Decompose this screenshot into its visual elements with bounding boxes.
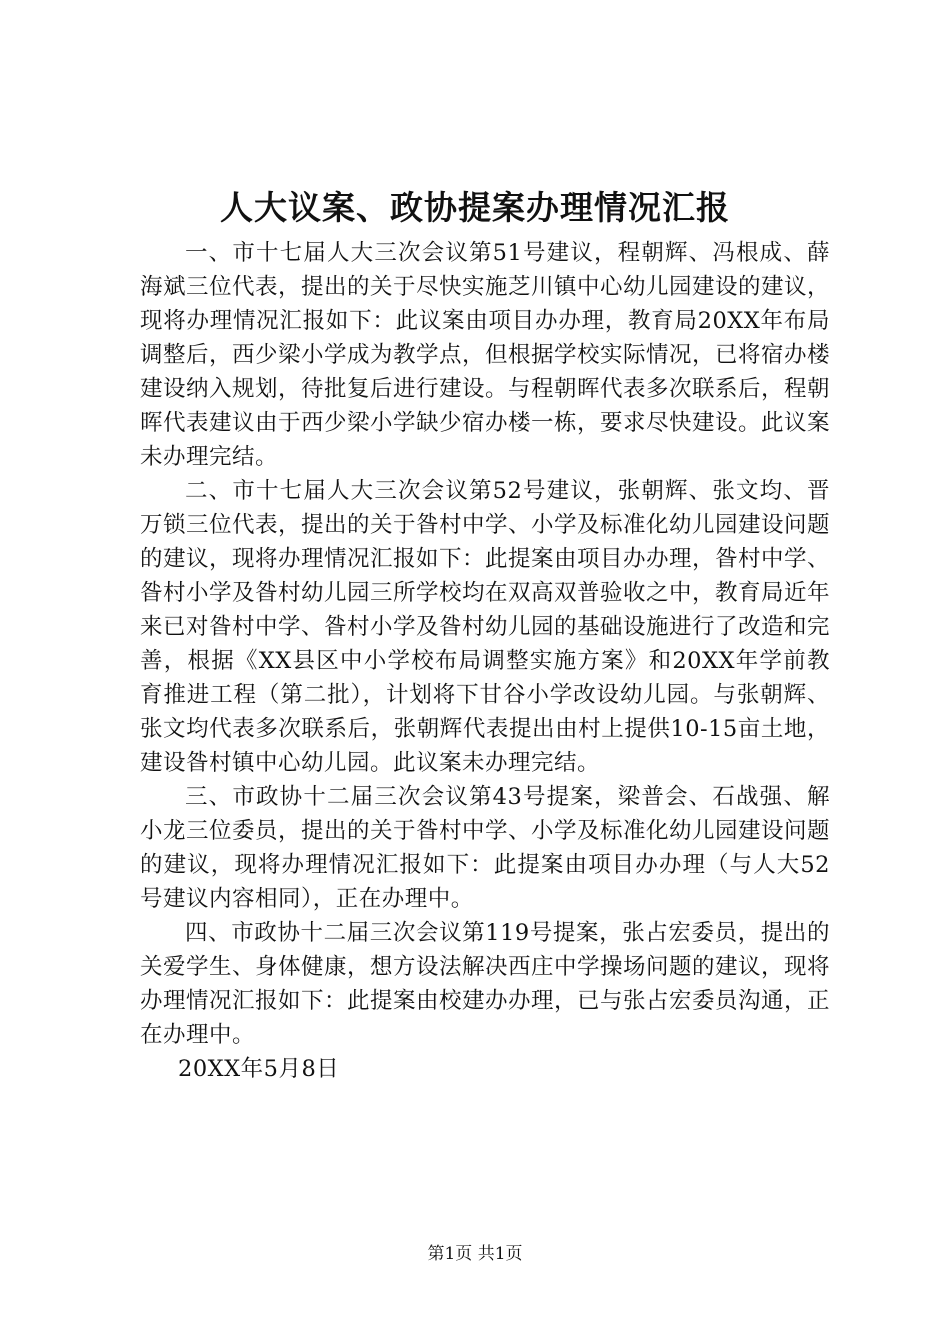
- document-body: [140, 236, 830, 1086]
- paragraph-4: 四、市政协十二届三次会议第119号提案，张占宏委员，提出的关爱学生、身体健康，想方设法解决西庄中学操场问题的建议，现将办理情况汇报如下：此提案由校建办办理，已与张占宏委员沟通，正在办理中。: [140, 920, 831, 1048]
- document-title: 人大议案、政协提案办理情况汇报: [220, 188, 730, 227]
- paragraph-1: 一、市十七届人大三次会议第51号建议，程朝辉、冯根成、薛海斌三位代表，提出的关于尽快实施芝川镇中心幼儿园建设的建议，现将办理情况汇报如下：此议案由项目办办理，教育局20XX年布局调整后，西少梁小学成为教学点，但根据学校实际情况，已将宿办楼建设纳入规划，待批复后进行建设。与程朝晖代表多次联系后，程朝晖代表建议由于西少梁小学缺少宿办楼一栋，要求尽快建设。此议案未办理完结。: [140, 240, 831, 470]
- paragraph-2: 二、市十七届人大三次会议第52号建议，张朝辉、张文均、晋万锁三位代表，提出的关于昝村中学、小学及标准化幼儿园建设问题的建议，现将办理情况汇报如下：此提案由项目办办理，昝村中学、昝村小学及昝村幼儿园三所学校均在双高双普验收之中，教育局近年来已对昝村中学、昝村小学及昝村幼儿园的基础设施进行了改造和完善，根据《XX县区中小学校布局调整实施方案》和20XX年学前教育推进工程（第二批），计划将下甘谷小学改设幼儿园。与张朝辉、张文均代表多次联系后，张朝辉代表提出由村上提供10-15亩土地，建设昝村镇中心幼儿园。此议案未办理完结。: [140, 478, 831, 776]
- page-footer: 第1页 共1页: [427, 1244, 523, 1264]
- document-date: 20XX年5月8日: [178, 1056, 340, 1082]
- paragraph-3: 三、市政协十二届三次会议第43号提案，梁普会、石战强、解小龙三位委员，提出的关于昝村中学、小学及标准化幼儿园建设问题的建议，现将办理情况汇报如下：此提案由项目办办理（与人大52号建议内容相同），正在办理中。: [140, 784, 831, 912]
